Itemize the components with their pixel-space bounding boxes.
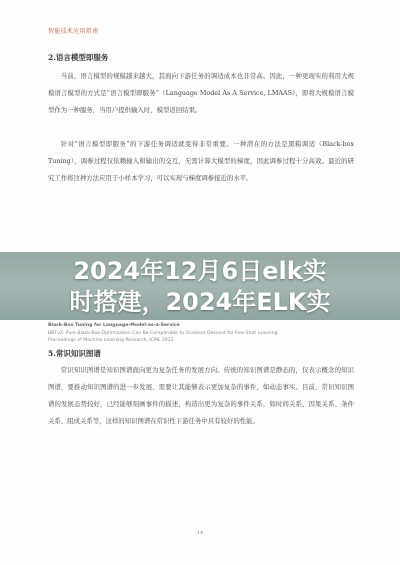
page-number: 14 <box>196 530 204 536</box>
banner-title-line-1: 2024年12月6日elk实 <box>73 257 327 285</box>
figure-caption <box>48 322 354 345</box>
paragraph-text: 针对“语言模型即服务”的下游任务调适就变得非常重要。一种潜在的方法是黑箱调适（Black-box Tuning），调参过程仅依赖输入和输出的交互，无需计算大模型的梯度，因此调参过程十分高效。最近的研究工作将这种方法应用于小样本学习，可以实现与梯度调参接近的水平。 <box>48 140 354 182</box>
section-title-lmaas: 2.语言模型即服务 <box>48 53 109 62</box>
paragraph-text: 常识知识图谱是知识图谱面向更为复杂任务的发展方向。传统的知识图谱是静态的，仅表示概念的知识图谱，要推动知识图谱的进一步发展，需要让其能够表示更加复杂的事件，如动态事实。目前，常识知识图谱的发展态势较好，已经能够刻画事件的描述，构造出更为复杂的事件关系，如时间关系、因果关系、条件关系、组成关系等，这样的知识图谱在常识性下游任务中具有较好的性能。 <box>48 366 354 425</box>
paragraph-lmaas-2 <box>48 136 354 187</box>
caption-ref: Proceedings of Machine Learning Research, ICML 2022 <box>48 338 174 343</box>
paragraph-commonsense-kg <box>48 362 354 430</box>
section-title-commonsense-kg: 5.常识知识图谱 <box>48 349 101 358</box>
paragraph-lmaas-1 <box>48 68 354 119</box>
banner-title <box>0 256 400 318</box>
header-note: 智能技术应用指南 <box>48 28 99 35</box>
banner-title-line-2: 时搭建，2024年ELK实 <box>69 288 331 316</box>
paragraph-text: 当前，语言模型的规模越来越大，其面向下游任务的调适成本也非常高。因此，一种更现实的利用大规模语言模型的方式是“语言模型即服务”（Language Model As A Service, LMAAS），即将大规模语言模型作为一种服务，当用户提供输入时，模型返回结果。 <box>48 72 354 114</box>
caption-title: Black-Box Tuning for Language-Model-as-a-Service <box>48 323 180 328</box>
caption-line: BBTv2: Pure Black-Box Optimization Can Be Comparable to Gradient Descent for Few-Shot Learning <box>48 330 278 336</box>
